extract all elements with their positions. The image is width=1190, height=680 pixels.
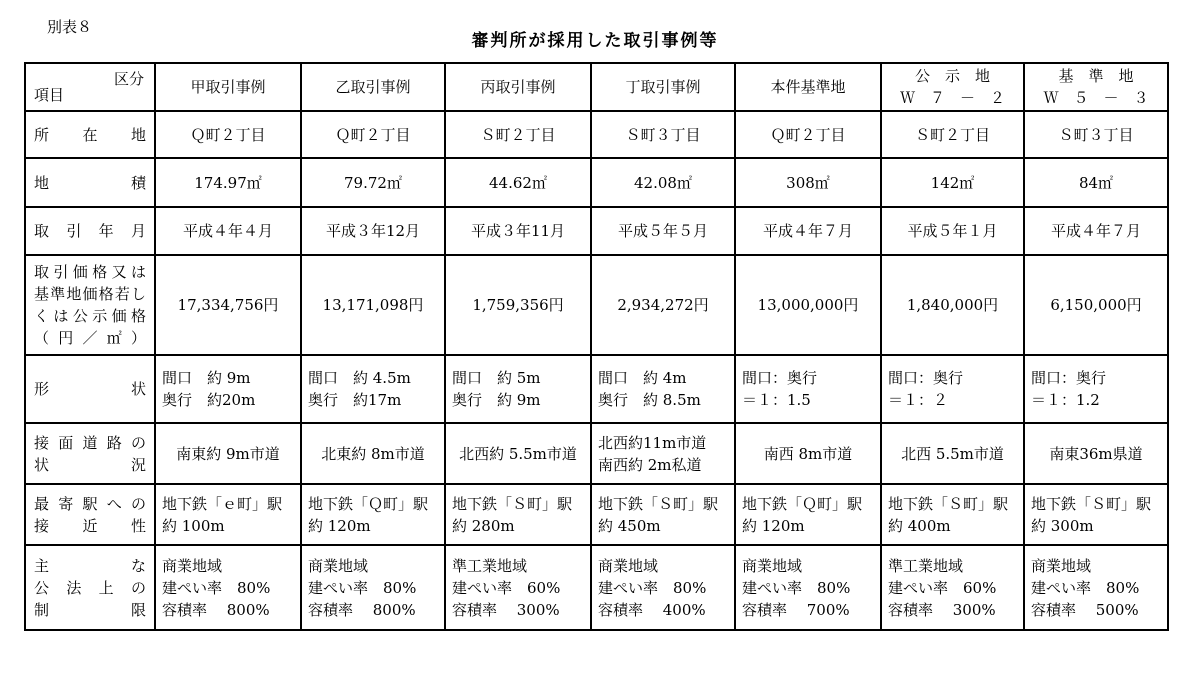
table-cell [881,255,1024,355]
cell-text: 南西約 2m私道 [598,455,702,474]
table-cell [301,355,445,423]
column-header-text: Ｗ ５ － ３ [1043,89,1149,107]
row-label-cell [25,484,155,545]
page-title: 審判所が採用した取引事例等 [471,31,719,51]
row-label-cell [25,158,155,207]
table-cell [1024,158,1168,207]
row-label-text: 接面道路の [34,433,146,452]
table-cell [735,423,881,484]
cell-text: 南西 8m市道 [763,444,853,463]
table-cell [735,484,881,545]
corner-header-cell [25,63,155,111]
table-cell [1024,545,1168,630]
cell-text: Ｑ町２丁目 [190,125,266,144]
cell-text: Ｓ町３丁目 [625,125,701,144]
row-label-text: 主な [34,556,146,575]
cell-text: 17,334,756円 [177,296,279,314]
cell-text: 1,840,000円 [906,296,999,314]
cell-text: 約 300m [1031,516,1094,535]
cell-text: 準工業地域 [452,556,528,575]
cell-text: 準工業地域 [888,556,964,575]
cell-text: 平成３年12月 [325,222,421,240]
column-header-text: 乙取引事例 [335,78,411,96]
table-cell [155,545,301,630]
cell-text: 容積率 800% [308,600,416,619]
table-cell [155,207,301,255]
cell-text: 間口 約 4.5m [308,369,411,387]
cell-text: 建ぺい率 80% [1031,578,1140,597]
cell-text: 約 100m [162,516,225,535]
cell-text: 平成５年１月 [907,222,998,240]
table-cell [155,158,301,207]
table-cell [445,111,591,158]
column-header-text: 基 準 地 [1058,67,1134,85]
cell-text: 間口 約 4m [598,369,687,387]
cell-text: 北西約11m市道 [598,433,707,452]
cell-text: 建ぺい率 60% [452,578,561,597]
column-header-text: 丁取引事例 [625,78,701,96]
cell-text: 13,000,000円 [757,296,859,314]
annex-number: 別表８ [47,18,93,36]
column-header-text: 公 示 地 [914,67,990,85]
column-header-4 [591,63,735,111]
cell-text: 奥行 約17m [308,391,402,409]
transaction-cases-table [24,62,1169,631]
cell-text: 2,934,272円 [617,296,709,314]
cell-text: 6,150,000円 [1050,296,1142,314]
table-cell [591,111,735,158]
row-label-cell [25,207,155,255]
cell-text: Ｓ町３丁目 [1058,125,1134,144]
table-cell [735,355,881,423]
column-header-2 [301,63,445,111]
table-cell [735,545,881,630]
cell-text: 間口：奥行 [1031,369,1107,387]
row-label-text: 基準地価格若し [34,285,146,303]
cell-text: 平成４年４月 [182,222,273,240]
table-cell [1024,207,1168,255]
row-label-text: 所在地 [34,125,146,144]
table-cell [735,111,881,158]
cell-text: 地下鉄「Ｓ町」駅 [452,494,573,513]
column-header-text: 甲取引事例 [190,78,266,96]
cell-text: 容積率 800% [162,600,270,619]
corner-item-label: 項目 [34,86,65,104]
cell-text: 地下鉄「Ｑ町」駅 [742,494,863,513]
cell-text: 174.97㎡ [194,173,262,192]
cell-text: 奥行 約20m [162,391,256,409]
cell-text: ＝１：1.2 [1031,391,1100,409]
corner-division-label: 区分 [113,70,144,88]
table-cell [735,255,881,355]
row-label-text: くは公示価格 [34,307,146,325]
table-cell [1024,111,1168,158]
table-cell [301,484,445,545]
table-cell [445,484,591,545]
cell-text: 平成４年７月 [1050,222,1141,240]
table-cell [301,545,445,630]
row-label-text: 地積 [34,173,146,192]
table-cell [301,111,445,158]
cell-text: 約 120m [742,516,805,535]
column-header-7 [1024,63,1168,111]
cell-text: 間口 約 5m [452,369,541,387]
cell-text: 約 400m [888,516,951,535]
row-label-cell [25,111,155,158]
table-cell [445,255,591,355]
cell-text: 容積率 300% [888,600,996,619]
column-header-1 [155,63,301,111]
table-cell [881,158,1024,207]
table-cell [591,484,735,545]
cell-text: 商業地域 [162,556,223,575]
table-cell [445,158,591,207]
table-cell [881,423,1024,484]
row-label-text: 接近性 [34,516,146,535]
table-cell [735,158,881,207]
cell-text: 商業地域 [598,556,659,575]
table-cell [1024,423,1168,484]
cell-text: 79.72㎡ [344,173,402,192]
cell-text: ＝１：1.5 [742,391,811,409]
row-label-text: 取引価格又は [34,263,146,281]
cell-text: 間口 約 9m [162,369,251,387]
cell-text: 平成５年５月 [617,222,708,240]
cell-text: 約 450m [598,516,661,535]
table-cell [155,484,301,545]
column-header-5 [735,63,881,111]
table-cell [591,255,735,355]
table-row [25,484,1168,545]
table-row [25,207,1168,255]
table-cell [301,255,445,355]
row-label-cell [25,545,155,630]
cell-text: 1,759,356円 [472,296,564,314]
column-header-6 [881,63,1024,111]
table-row [25,355,1168,423]
cell-text: 南東36m県道 [1049,444,1143,463]
cell-text: 地下鉄「Ｓ町」駅 [598,494,719,513]
table-cell [881,207,1024,255]
table-header-row [25,63,1168,111]
table-cell [301,423,445,484]
cell-text: 容積率 300% [452,600,560,619]
table-cell [881,111,1024,158]
table-cell [155,111,301,158]
cell-text: 容積率 700% [742,600,850,619]
table-row [25,423,1168,484]
table-cell [591,545,735,630]
row-label-text: （円／㎡） [34,329,146,347]
cell-text: 84㎡ [1078,173,1114,192]
table-cell [155,423,301,484]
cell-text: 平成３年11月 [470,222,566,240]
table-cell [445,207,591,255]
cell-text: 地下鉄「Ｓ町」駅 [1031,494,1152,513]
row-label-cell [25,255,155,355]
table-cell [591,207,735,255]
table-cell [155,255,301,355]
cell-text: Ｑ町２丁目 [770,125,846,144]
cell-text: Ｓ町２丁目 [914,125,990,144]
table-cell [1024,355,1168,423]
cell-text: 約 280m [452,516,515,535]
cell-text: 建ぺい率 80% [598,578,707,597]
cell-text: 建ぺい率 60% [888,578,997,597]
cell-text: 44.62㎡ [489,173,547,192]
table-cell [881,484,1024,545]
table-cell [301,207,445,255]
cell-text: 北西約 5.5m市道 [459,444,577,463]
cell-text: 地下鉄「ｅ町」駅 [162,494,283,513]
cell-text: 間口：奥行 [888,369,964,387]
cell-text: 容積率 500% [1031,600,1139,619]
cell-text: 308㎡ [786,173,830,192]
cell-text: 奥行 約 9m [452,391,541,409]
cell-text: 142㎡ [930,173,975,192]
table-row [25,545,1168,630]
row-label-text: 取引年月 [34,222,146,240]
cell-text: 建ぺい率 80% [308,578,417,597]
row-label-text: 状況 [34,455,146,474]
cell-text: 商業地域 [742,556,803,575]
table-cell [445,545,591,630]
cell-text: 42.08㎡ [634,173,692,192]
row-label-text: 公法上の [34,578,146,597]
cell-text: 商業地域 [308,556,369,575]
column-header-text: Ｗ ７ － ２ [899,89,1005,107]
row-label-cell [25,423,155,484]
column-header-text: 本件基準地 [770,78,846,96]
cell-text: 建ぺい率 80% [162,578,271,597]
cell-text: ＝１：２ [888,391,949,409]
cell-text: 南東約 9m市道 [176,444,280,463]
row-label-cell [25,355,155,423]
table-cell [301,158,445,207]
cell-text: 間口：奥行 [742,369,818,387]
table-cell [155,355,301,423]
cell-text: 13,171,098円 [322,296,424,314]
cell-text: 北西 5.5m市道 [901,444,1004,463]
table-cell [445,355,591,423]
cell-text: Ｑ町２丁目 [335,125,411,144]
cell-text: 奥行 約 8.5m [598,391,701,409]
table-cell [881,545,1024,630]
table-cell [445,423,591,484]
table-cell [735,207,881,255]
row-label-text: 形状 [34,380,146,398]
row-label-text: 制限 [34,600,146,619]
cell-text: 地下鉄「Ｓ町」駅 [888,494,1009,513]
row-label-text: 最寄駅への [34,494,146,513]
column-header-3 [445,63,591,111]
cell-text: 約 120m [308,516,371,535]
cell-text: Ｓ町２丁目 [480,125,556,144]
cell-text: 平成４年７月 [762,222,853,240]
table-cell [1024,484,1168,545]
table-cell [881,355,1024,423]
table-cell [591,423,735,484]
table-row [25,255,1168,355]
table-row [25,158,1168,207]
table-row [25,111,1168,158]
cell-text: 商業地域 [1031,556,1092,575]
cell-text: 建ぺい率 80% [742,578,851,597]
cell-text: 容積率 400% [598,600,706,619]
table-cell [591,355,735,423]
table-cell [1024,255,1168,355]
column-header-text: 丙取引事例 [480,78,556,96]
cell-text: 北東約 8m市道 [321,444,425,463]
table-cell [591,158,735,207]
cell-text: 地下鉄「Ｑ町」駅 [308,494,429,513]
